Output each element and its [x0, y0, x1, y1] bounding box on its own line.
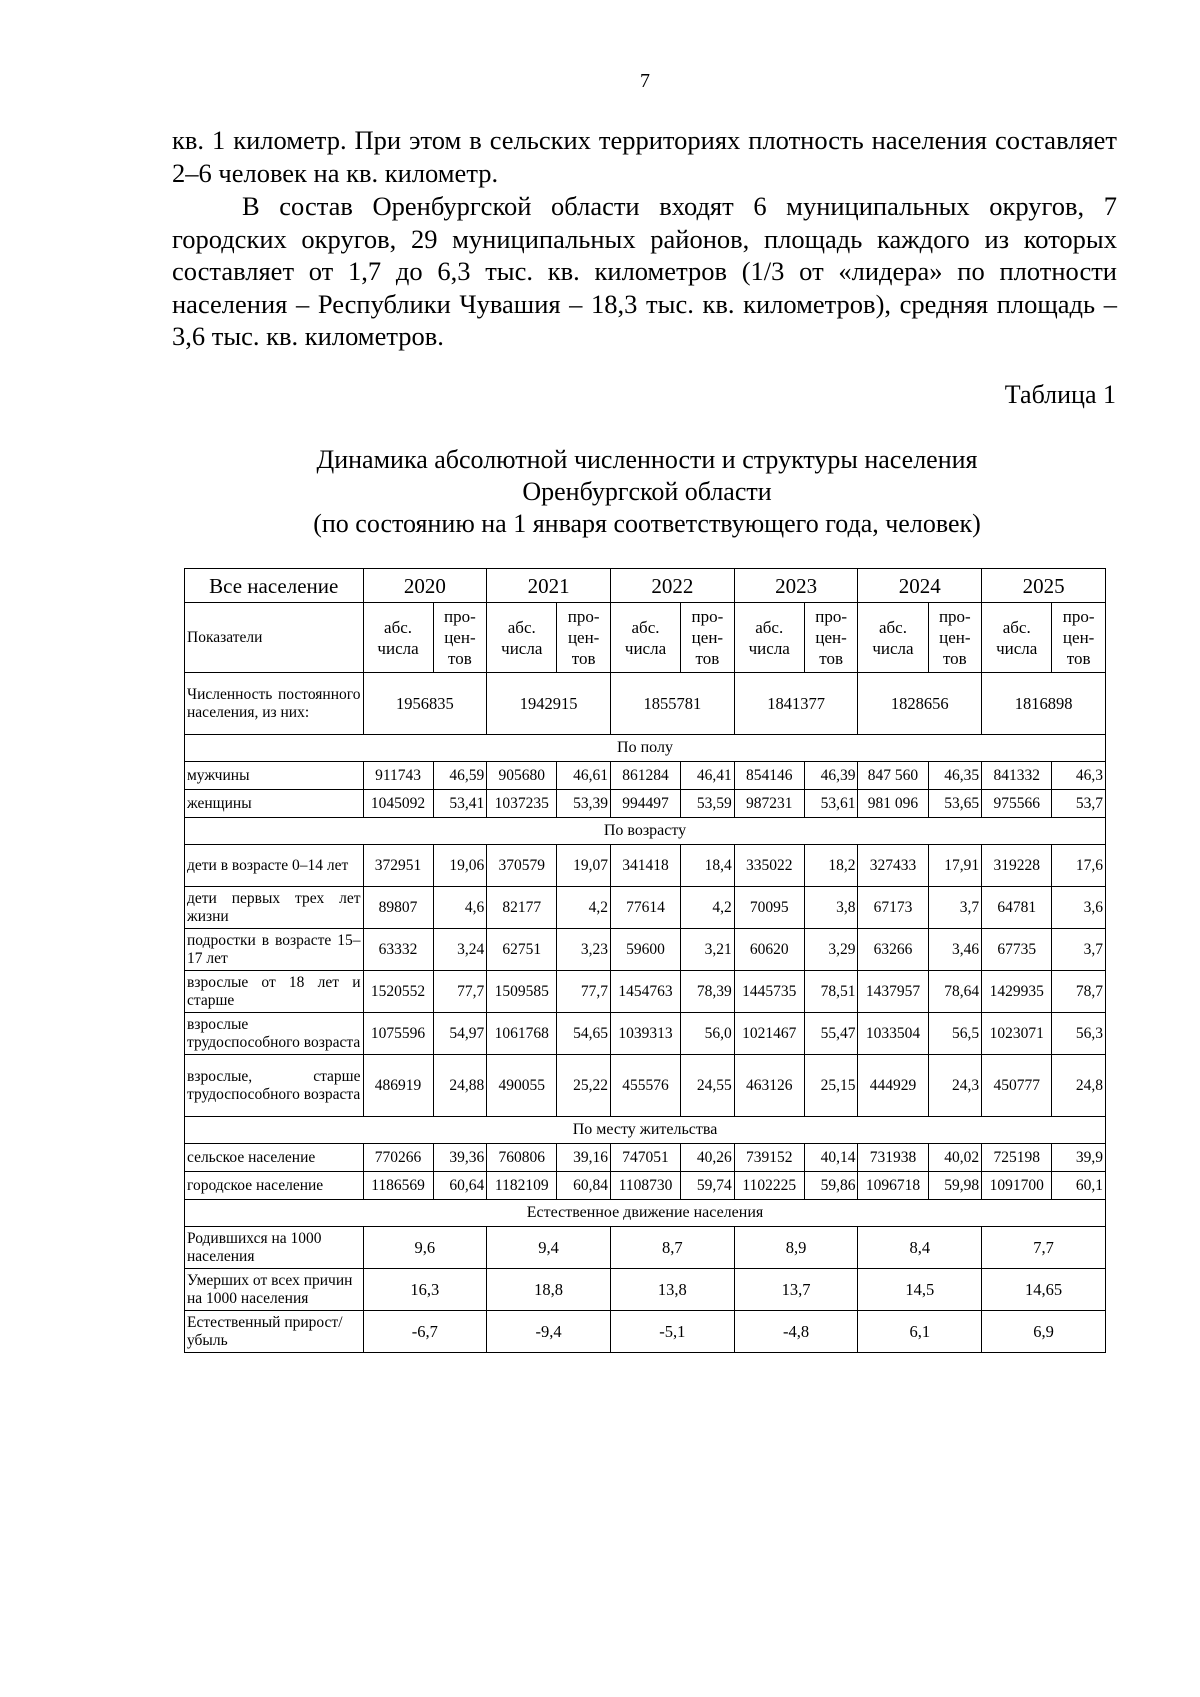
abs-value-cell: 725198: [982, 1144, 1052, 1172]
pct-value-cell: 3,6: [1052, 887, 1106, 929]
total-value: 1942915: [487, 673, 611, 735]
pct-value-cell: 40,02: [928, 1144, 982, 1172]
header-abs: абс. числа: [363, 603, 433, 673]
pct-value-cell: 53,65: [928, 790, 982, 818]
pct-value-cell: 4,2: [681, 887, 735, 929]
row-label: женщины: [185, 790, 364, 818]
abs-value-cell: 1445735: [734, 971, 804, 1013]
table-row: [185, 1172, 1106, 1200]
pct-value-cell: 24,55: [681, 1055, 735, 1117]
abs-value-cell: 987231: [734, 790, 804, 818]
row-label: сельское население: [185, 1144, 364, 1172]
abs-value-cell: 463126: [734, 1055, 804, 1117]
rate-value-cell: 16,3: [363, 1269, 487, 1311]
row-label: Родившихся на 1000 населения: [185, 1227, 364, 1269]
header-abs: абс. числа: [610, 603, 680, 673]
pct-value-cell: 78,39: [681, 971, 735, 1013]
pct-value-cell: 24,8: [1052, 1055, 1106, 1117]
abs-value-cell: 1091700: [982, 1172, 1052, 1200]
pct-value-cell: 78,7: [1052, 971, 1106, 1013]
abs-value-cell: 63332: [363, 929, 433, 971]
pct-value-cell: 3,24: [433, 929, 487, 971]
abs-value-cell: 486919: [363, 1055, 433, 1117]
total-value: 1816898: [982, 673, 1106, 735]
header-year: 2024: [858, 569, 982, 603]
header-pct: про- цен- тов: [433, 603, 487, 673]
pct-value-cell: 3,8: [804, 887, 858, 929]
abs-value-cell: 341418: [610, 845, 680, 887]
section-row: [185, 735, 1106, 762]
section-title: По полу: [185, 735, 1106, 762]
pct-value-cell: 77,7: [433, 971, 487, 1013]
row-label: взрослые от 18 лет и старше: [185, 971, 364, 1013]
pct-value-cell: 78,64: [928, 971, 982, 1013]
table-row: [185, 1227, 1106, 1269]
row-label: Численность постоянного населения, из них:: [185, 673, 364, 735]
abs-value-cell: 905680: [487, 762, 557, 790]
section-title: По возрасту: [185, 818, 1106, 845]
pct-value-cell: 56,3: [1052, 1013, 1106, 1055]
pct-value-cell: 40,26: [681, 1144, 735, 1172]
paragraph-2: В состав Оренбургской области входят 6 муниципальных округов, 7 городских округов, 29 муниципальных районов, площадь каждого из которых составляет от 1,7 до 6,3 тыс. кв. километров (1/3 от «лидера» по плотности населения – Республики Чувашия – 18,3 тыс. кв. километров), средняя площадь – 3,6 тыс. кв. километров.: [172, 191, 1117, 352]
pct-value-cell: 46,59: [433, 762, 487, 790]
rate-value-cell: -4,8: [734, 1311, 858, 1353]
pct-value-cell: 59,74: [681, 1172, 735, 1200]
abs-value-cell: 1023071: [982, 1013, 1052, 1055]
rate-value-cell: 18,8: [487, 1269, 611, 1311]
pct-value-cell: 3,21: [681, 929, 735, 971]
abs-value-cell: 841332: [982, 762, 1052, 790]
table-row: [185, 762, 1106, 790]
pct-value-cell: 3,7: [1052, 929, 1106, 971]
pct-value-cell: 56,0: [681, 1013, 735, 1055]
pct-value-cell: 24,88: [433, 1055, 487, 1117]
abs-value-cell: 335022: [734, 845, 804, 887]
abs-value-cell: 1509585: [487, 971, 557, 1013]
pct-value-cell: 55,47: [804, 1013, 858, 1055]
table-row: [185, 929, 1106, 971]
pct-value-cell: 3,46: [928, 929, 982, 971]
pct-value-cell: 54,97: [433, 1013, 487, 1055]
total-value: 1855781: [610, 673, 734, 735]
abs-value-cell: 455576: [610, 1055, 680, 1117]
pct-value-cell: 54,65: [557, 1013, 611, 1055]
pct-value-cell: 59,86: [804, 1172, 858, 1200]
header-indicators: Показатели: [185, 603, 364, 673]
table-row: [185, 971, 1106, 1013]
pct-value-cell: 46,39: [804, 762, 858, 790]
pct-value-cell: 18,4: [681, 845, 735, 887]
abs-value-cell: 1061768: [487, 1013, 557, 1055]
pct-value-cell: 46,3: [1052, 762, 1106, 790]
section-row: [185, 818, 1106, 845]
header-pct: про- цен- тов: [928, 603, 982, 673]
pct-value-cell: 53,7: [1052, 790, 1106, 818]
pct-value-cell: 53,39: [557, 790, 611, 818]
rate-value-cell: 7,7: [982, 1227, 1106, 1269]
abs-value-cell: 1045092: [363, 790, 433, 818]
abs-value-cell: 861284: [610, 762, 680, 790]
table-row: [185, 845, 1106, 887]
abs-value-cell: 67735: [982, 929, 1052, 971]
section-row: [185, 1117, 1106, 1144]
pct-value-cell: 17,91: [928, 845, 982, 887]
row-total: [185, 673, 1106, 735]
abs-value-cell: 89807: [363, 887, 433, 929]
abs-value-cell: 981 096: [858, 790, 928, 818]
abs-value-cell: 319228: [982, 845, 1052, 887]
section-title: По месту жительства: [185, 1117, 1106, 1144]
pct-value-cell: 59,98: [928, 1172, 982, 1200]
pct-value-cell: 46,61: [557, 762, 611, 790]
abs-value-cell: 370579: [487, 845, 557, 887]
abs-value-cell: 739152: [734, 1144, 804, 1172]
abs-value-cell: 450777: [982, 1055, 1052, 1117]
table-row: [185, 1269, 1106, 1311]
rate-value-cell: 9,6: [363, 1227, 487, 1269]
abs-value-cell: 64781: [982, 887, 1052, 929]
pct-value-cell: 53,61: [804, 790, 858, 818]
abs-value-cell: 731938: [858, 1144, 928, 1172]
row-label: дети первых трех лет жизни: [185, 887, 364, 929]
abs-value-cell: 490055: [487, 1055, 557, 1117]
total-value: 1828656: [858, 673, 982, 735]
header-pct: про- цен- тов: [1052, 603, 1106, 673]
table-row: [185, 1144, 1106, 1172]
section-row: [185, 1200, 1106, 1227]
header-row-years: [185, 569, 1106, 603]
header-pct: про- цен- тов: [804, 603, 858, 673]
caption-line-3: (по состоянию на 1 января соответствующего года, человек): [313, 509, 981, 538]
rate-value-cell: 9,4: [487, 1227, 611, 1269]
abs-value-cell: 770266: [363, 1144, 433, 1172]
rate-value-cell: 6,9: [982, 1311, 1106, 1353]
rate-value-cell: 13,8: [610, 1269, 734, 1311]
pct-value-cell: 4,2: [557, 887, 611, 929]
header-pct: про- цен- тов: [681, 603, 735, 673]
abs-value-cell: 760806: [487, 1144, 557, 1172]
total-value: 1841377: [734, 673, 858, 735]
abs-value-cell: 67173: [858, 887, 928, 929]
pct-value-cell: 18,2: [804, 845, 858, 887]
rate-value-cell: 14,65: [982, 1269, 1106, 1311]
header-abs: абс. числа: [487, 603, 557, 673]
abs-value-cell: 1033504: [858, 1013, 928, 1055]
table-row: [185, 1311, 1106, 1353]
table-caption: [172, 444, 1122, 540]
pct-value-cell: 19,07: [557, 845, 611, 887]
rate-value-cell: 8,4: [858, 1227, 982, 1269]
header-year: 2022: [610, 569, 734, 603]
caption-line-2: Оренбургской области: [522, 477, 772, 506]
row-label: городское население: [185, 1172, 364, 1200]
pct-value-cell: 3,23: [557, 929, 611, 971]
pct-value-cell: 53,41: [433, 790, 487, 818]
row-label: взрослые трудоспособного возраста: [185, 1013, 364, 1055]
pct-value-cell: 4,6: [433, 887, 487, 929]
pct-value-cell: 53,59: [681, 790, 735, 818]
abs-value-cell: 1096718: [858, 1172, 928, 1200]
abs-value-cell: 327433: [858, 845, 928, 887]
pct-value-cell: 39,9: [1052, 1144, 1106, 1172]
header-pct: про- цен- тов: [557, 603, 611, 673]
header-year: 2023: [734, 569, 858, 603]
pct-value-cell: 60,1: [1052, 1172, 1106, 1200]
header-year: 2020: [363, 569, 487, 603]
abs-value-cell: 994497: [610, 790, 680, 818]
abs-value-cell: 1429935: [982, 971, 1052, 1013]
table-row: [185, 1055, 1106, 1117]
abs-value-cell: 372951: [363, 845, 433, 887]
abs-value-cell: 1108730: [610, 1172, 680, 1200]
abs-value-cell: 62751: [487, 929, 557, 971]
rate-value-cell: 13,7: [734, 1269, 858, 1311]
row-label: Умерших от всех причин на 1000 населения: [185, 1269, 364, 1311]
abs-value-cell: 59600: [610, 929, 680, 971]
paragraph-1: кв. 1 километр. При этом в сельских территориях плотность населения составляет 2–6 человек на кв. километр.: [172, 125, 1117, 188]
pct-value-cell: 77,7: [557, 971, 611, 1013]
row-label: Естественный прирост/убыль: [185, 1311, 364, 1353]
abs-value-cell: 77614: [610, 887, 680, 929]
pct-value-cell: 60,64: [433, 1172, 487, 1200]
abs-value-cell: 1186569: [363, 1172, 433, 1200]
abs-value-cell: 847 560: [858, 762, 928, 790]
header-row-units: [185, 603, 1106, 673]
rate-value-cell: 6,1: [858, 1311, 982, 1353]
pct-value-cell: 3,7: [928, 887, 982, 929]
abs-value-cell: 1039313: [610, 1013, 680, 1055]
pct-value-cell: 17,6: [1052, 845, 1106, 887]
row-label: мужчины: [185, 762, 364, 790]
abs-value-cell: 1454763: [610, 971, 680, 1013]
pct-value-cell: 39,16: [557, 1144, 611, 1172]
abs-value-cell: 444929: [858, 1055, 928, 1117]
abs-value-cell: 1520552: [363, 971, 433, 1013]
pct-value-cell: 3,29: [804, 929, 858, 971]
pct-value-cell: 25,15: [804, 1055, 858, 1117]
rate-value-cell: -5,1: [610, 1311, 734, 1353]
abs-value-cell: 82177: [487, 887, 557, 929]
abs-value-cell: 1075596: [363, 1013, 433, 1055]
row-label: подростки в возрасте 15–17 лет: [185, 929, 364, 971]
pct-value-cell: 60,84: [557, 1172, 611, 1200]
rate-value-cell: 8,9: [734, 1227, 858, 1269]
abs-value-cell: 60620: [734, 929, 804, 971]
rate-value-cell: 14,5: [858, 1269, 982, 1311]
pct-value-cell: 46,35: [928, 762, 982, 790]
abs-value-cell: 1102225: [734, 1172, 804, 1200]
abs-value-cell: 975566: [982, 790, 1052, 818]
pct-value-cell: 19,06: [433, 845, 487, 887]
pct-value-cell: 25,22: [557, 1055, 611, 1117]
abs-value-cell: 1182109: [487, 1172, 557, 1200]
pct-value-cell: 78,51: [804, 971, 858, 1013]
abs-value-cell: 70095: [734, 887, 804, 929]
population-table: [184, 568, 1106, 1353]
header-year: 2025: [982, 569, 1106, 603]
pct-value-cell: 46,41: [681, 762, 735, 790]
header-corner: Все население: [185, 569, 364, 603]
rate-value-cell: -9,4: [487, 1311, 611, 1353]
abs-value-cell: 911743: [363, 762, 433, 790]
pct-value-cell: 40,14: [804, 1144, 858, 1172]
row-label: дети в возрасте 0–14 лет: [185, 845, 364, 887]
abs-value-cell: 63266: [858, 929, 928, 971]
abs-value-cell: 1437957: [858, 971, 928, 1013]
abs-value-cell: 854146: [734, 762, 804, 790]
row-label: взрослые, старше трудоспособного возраста: [185, 1055, 364, 1117]
abs-value-cell: 1037235: [487, 790, 557, 818]
pct-value-cell: 39,36: [433, 1144, 487, 1172]
header-abs: абс. числа: [734, 603, 804, 673]
abs-value-cell: 747051: [610, 1144, 680, 1172]
section-title: Естественное движение населения: [185, 1200, 1106, 1227]
caption-line-1: Динамика абсолютной численности и структуры населения: [316, 445, 978, 474]
table-row: [185, 790, 1106, 818]
rate-value-cell: 8,7: [610, 1227, 734, 1269]
pct-value-cell: 56,5: [928, 1013, 982, 1055]
table-row: [185, 887, 1106, 929]
table-number: Таблица 1: [1004, 380, 1116, 409]
rate-value-cell: -6,7: [363, 1311, 487, 1353]
header-abs: абс. числа: [858, 603, 928, 673]
total-value: 1956835: [363, 673, 487, 735]
page-number: 7: [640, 70, 650, 92]
pct-value-cell: 24,3: [928, 1055, 982, 1117]
abs-value-cell: 1021467: [734, 1013, 804, 1055]
table-row: [185, 1013, 1106, 1055]
header-abs: абс. числа: [982, 603, 1052, 673]
header-year: 2021: [487, 569, 611, 603]
table-body: [185, 569, 1106, 1353]
